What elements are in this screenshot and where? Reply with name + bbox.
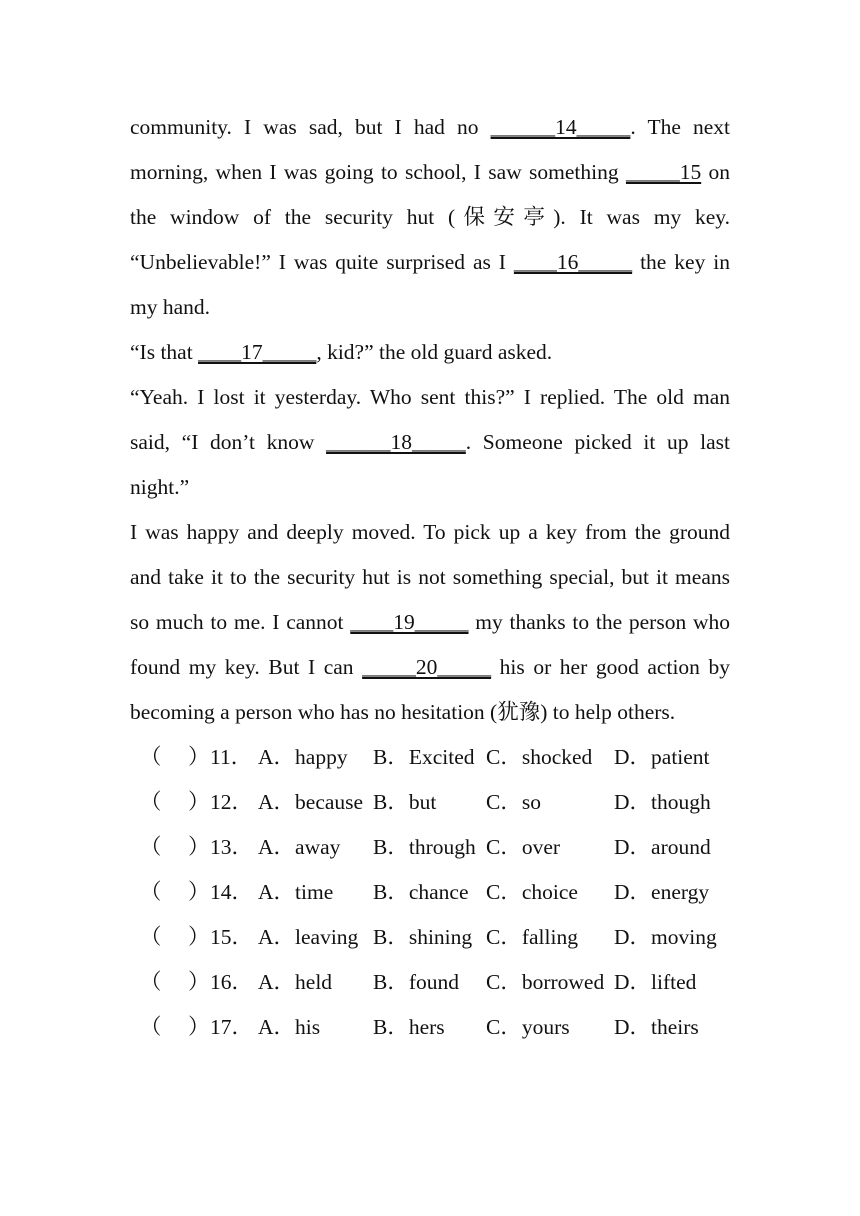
option-b: B．chance	[373, 880, 469, 904]
option-c: C．choice	[486, 880, 578, 904]
option-a: A．his	[258, 1015, 321, 1039]
paragraph-text: “Yeah. I lost it yesterday. Who sent this?” I replied. The old man said, “I don’t know	[130, 385, 730, 454]
option-d: D．patient	[614, 745, 710, 769]
paragraph-text: my thanks to the person who found my key. But I can	[130, 610, 730, 679]
passage-content	[130, 105, 730, 1050]
option-d: D．lifted	[614, 970, 697, 994]
answer-paren-close: ）	[188, 1015, 210, 1039]
answer-paren-open: （	[140, 835, 162, 859]
answer-paren-open: （	[140, 880, 162, 904]
question-row-17	[130, 1005, 730, 1050]
paragraph-text: “Is that	[130, 340, 199, 364]
question-number: 14．	[210, 880, 254, 904]
option-c: C．over	[486, 835, 561, 859]
option-d: D．moving	[614, 925, 717, 949]
answer-paren-open: （	[140, 925, 162, 949]
option-b: B．but	[373, 790, 437, 814]
option-c: C．shocked	[486, 745, 593, 769]
option-a: A．time	[258, 880, 334, 904]
question-number: 12．	[210, 790, 254, 814]
blank-15: _____15	[625, 160, 702, 184]
option-d: D．around	[614, 835, 711, 859]
option-a: A．happy	[258, 745, 348, 769]
question-number: 17．	[210, 1015, 254, 1039]
question-list	[130, 735, 730, 1050]
passage-paragraph-1	[130, 105, 730, 330]
answer-paren-close: ）	[188, 745, 210, 769]
answer-paren-open: （	[140, 745, 162, 769]
blank-17: ____17_____	[198, 340, 317, 364]
paragraph-text: , kid?” the old guard asked.	[316, 340, 553, 364]
blank-18: ______18_____	[326, 430, 466, 454]
blank-19: ____19_____	[350, 610, 469, 634]
answer-paren-open: （	[140, 1015, 162, 1039]
answer-paren-close: ）	[188, 925, 210, 949]
option-b: B．Excited	[373, 745, 475, 769]
answer-paren-open: （	[140, 970, 162, 994]
question-number: 13．	[210, 835, 254, 859]
question-row-13	[130, 825, 730, 870]
paragraph-text: . Someone picked it up last night.”	[130, 430, 730, 499]
answer-paren-close: ）	[188, 835, 210, 859]
option-c: C．falling	[486, 925, 578, 949]
passage-paragraph-2	[130, 330, 730, 375]
question-number: 11．	[210, 745, 253, 769]
option-c: C．so	[486, 790, 541, 814]
answer-paren-close: ）	[188, 970, 210, 994]
question-number: 15．	[210, 925, 254, 949]
option-b: B．through	[373, 835, 476, 859]
paragraph-text: his or her good action by becoming a person who has no hesitation (犹豫) to help others.	[130, 655, 730, 724]
option-d: D．though	[614, 790, 711, 814]
paragraph-text: on the window of the security hut (保安亭). It was my key. “Unbelievable!” I was quite surprised as I	[130, 160, 731, 274]
option-b: B．shining	[373, 925, 473, 949]
question-number: 16．	[210, 970, 254, 994]
question-row-14	[130, 870, 730, 915]
paragraph-text: I was happy and deeply moved. To pick up a key from the ground and take it to the security hut is not something special, but it means so much to me. I cannot	[130, 520, 730, 634]
option-d: D．energy	[614, 880, 710, 904]
answer-paren-close: ）	[188, 880, 210, 904]
option-a: A．leaving	[258, 925, 359, 949]
passage-paragraph-4	[130, 510, 730, 735]
option-b: B．hers	[373, 1015, 445, 1039]
answer-paren-open: （	[140, 790, 162, 814]
option-d: D．theirs	[614, 1015, 699, 1039]
blank-14: ______14_____	[490, 115, 631, 139]
paragraph-text: . The next morning, when I was going to school, I saw something	[130, 115, 730, 184]
option-c: C．yours	[486, 1015, 570, 1039]
option-a: A．away	[258, 835, 341, 859]
blank-16: ____16_____	[513, 250, 633, 274]
question-row-16	[130, 960, 730, 1005]
option-b: B．found	[373, 970, 460, 994]
option-c: C．borrowed	[486, 970, 605, 994]
option-a: A．because	[258, 790, 364, 814]
question-row-12	[130, 780, 730, 825]
option-a: A．held	[258, 970, 333, 994]
question-row-11	[130, 735, 730, 780]
paragraph-text: community. I was sad, but I had no	[130, 115, 491, 139]
blank-20: _____20_____	[362, 655, 492, 679]
question-row-15	[130, 915, 730, 960]
paragraph-text: the key in my hand.	[130, 250, 730, 319]
passage-paragraph-3	[130, 375, 730, 510]
answer-paren-close: ）	[188, 790, 210, 814]
